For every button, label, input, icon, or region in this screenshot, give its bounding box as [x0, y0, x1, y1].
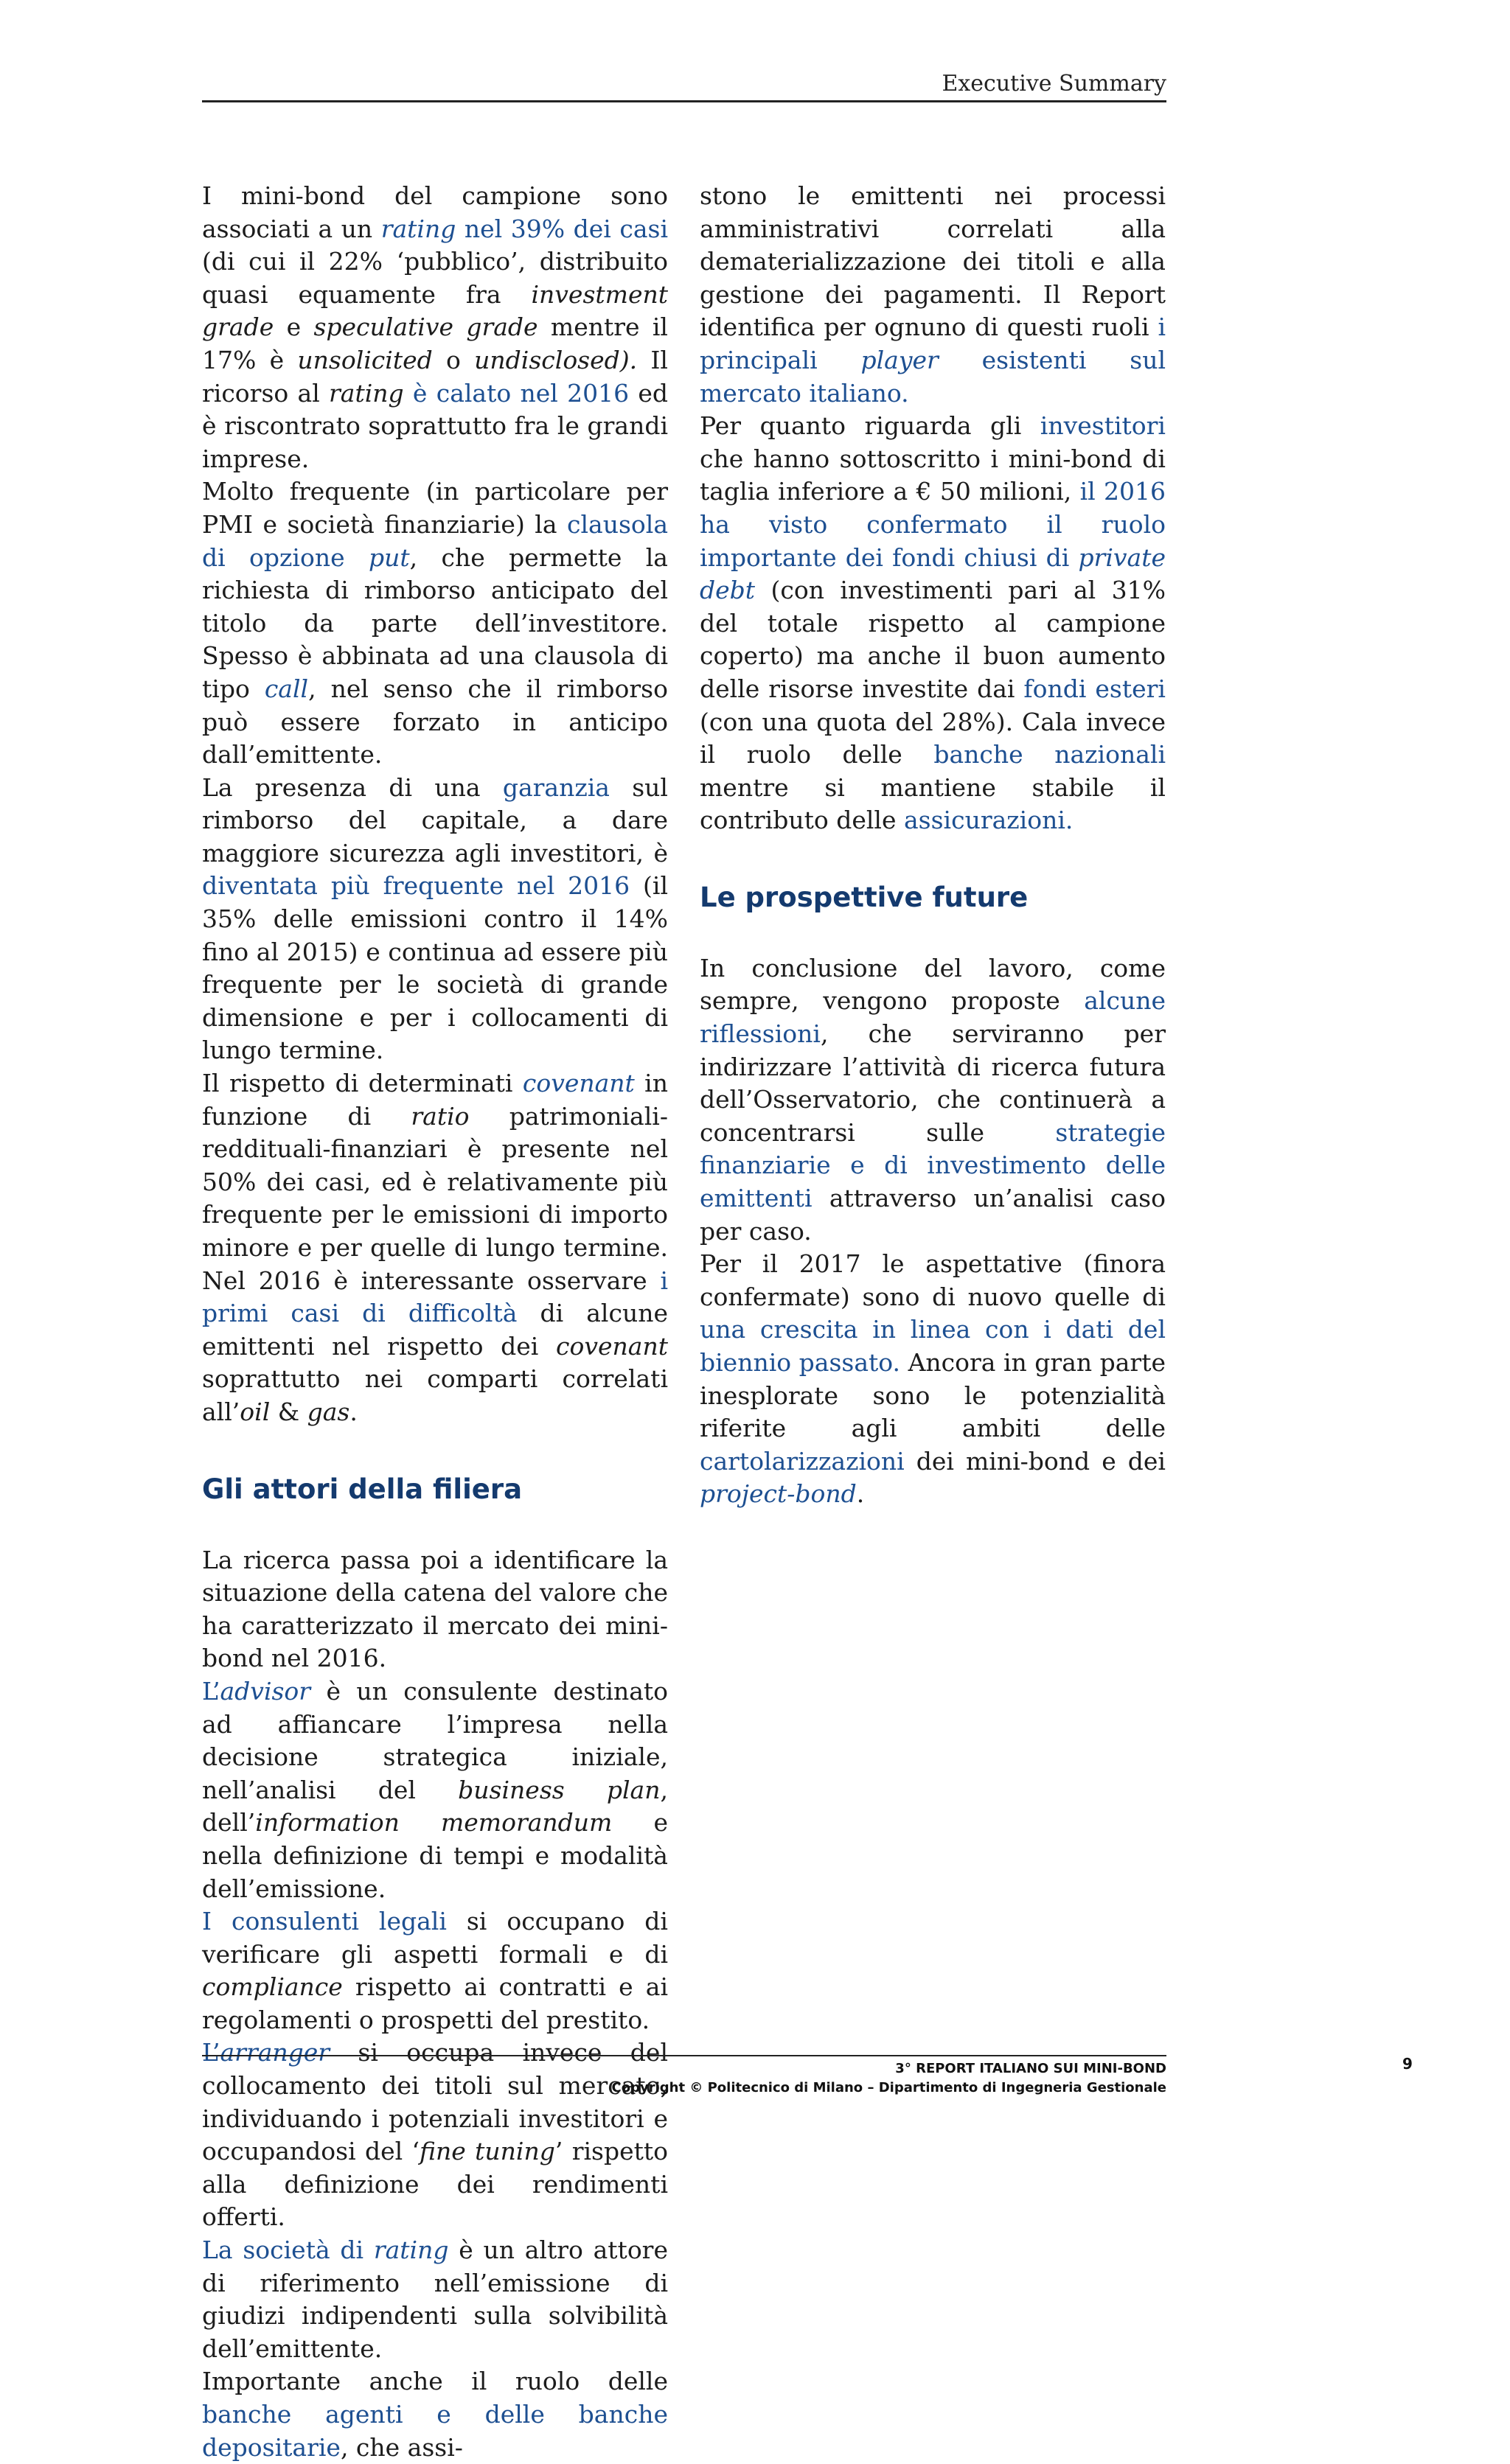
paragraph-value-chain: La ricerca passa poi a identificare la situazione della catena del valore che ha caratterizzato il mercato dei mini-bond nel 2016.: [202, 1545, 668, 1673]
left-column: [202, 180, 668, 2464]
paragraph-arranger: L’arranger si occupa invece del collocamento dei titoli sul mercato, individuando i potenziali investitori e occupandosi del ‘fine tuning’ rispetto alla definizione dei rendimenti offerti.: [202, 2038, 669, 2232]
paragraph-rating-agency: La società di rating è un altro attore di riferimento nell’emissione di giudizi indipendenti sulla solvibilità dell’emittente.: [202, 2236, 668, 2363]
paragraph-covenant: Il rispetto di determinati covenant in funzione di ratio patrimoniali-reddituali-finanziari è presente nel 50% dei casi, ed è relativamente più frequente per le emissioni di importo minore e per quelle di lungo termine. Nel 2016 è interessante osservare i primi casi di difficoltà di alcune emittenti nel rispetto dei covenant soprattutto nei comparti correlati all’oil & gas.: [202, 1069, 668, 1426]
footer-rule: [202, 2055, 1166, 2056]
paragraph-banks-continued: stono le emittenti nei processi amministrativi correlati alla dematerializzazione dei titoli e alla gestione dei pagamenti. Il Report identifica per ognuno di questi ruoli i principali player esistenti sul mercato italiano.: [700, 181, 1166, 408]
paragraph-rating: I mini-bond del campione sono associati a un rating nel 39% dei casi (di cui il 22% ‘pubblico’, distribuito quasi equamente fra investment grade e speculative grade mentre il 17% è unsolicited o undisclosed). Il ricorso al rating è calato nel 2016 ed è riscontrato soprattutto fra le grandi imprese.: [202, 181, 668, 473]
section-title: Executive Summary: [942, 71, 1166, 97]
page-header: [202, 68, 1166, 102]
paragraph-advisor: L’advisor è un consulente destinato ad affiancare l’impresa nella decisione strategica iniziale, nell’analisi del business plan, dell’information memorandum e nella definizione di tempi e modalità dell’emissione.: [202, 1676, 668, 1903]
paragraph-expectations: Per il 2017 le aspettative (finora confermate) sono di nuovo quelle di una crescita in linea con i dati del biennio passato. Ancora in gran parte inesplorate sono le potenzialità riferite agli ambiti delle cartolarizzazioni dei mini-bond e dei project-bond.: [700, 1249, 1166, 1509]
page-number: 9: [1402, 2055, 1413, 2073]
right-column: [700, 180, 1166, 1511]
paragraph-legal: I consulenti legali si occupano di verificare gli aspetti formali e di compliance rispetto ai contratti e ai regolamenti o prospetti del prestito.: [202, 1907, 668, 2034]
heading-future: Le prospettive future: [700, 881, 1029, 913]
paragraph-guarantee: La presenza di una garanzia sul rimborso del capitale, a dare maggiore sicurezza agli investitori, è diventata più frequente nel 2016 (il 35% delle emissioni contro il 14% fino al 2015) e continua ad essere più frequente per le società di grande dimensione e per i collocamenti di lungo termine.: [202, 772, 669, 1065]
footer-report-title: 3° REPORT ITALIANO SUI MINI-BOND: [895, 2061, 1166, 2076]
footer-copyright: Copyright © Politecnico di Milano – Dipartimento di Ingegneria Gestionale: [611, 2080, 1166, 2095]
paragraph-banks: Importante anche il ruolo delle banche agenti e delle banche depositarie, che assi-: [202, 2367, 668, 2462]
paragraph-put-option: Molto frequente (in particolare per PMI e società finanziarie) la clausola di opzione put, che permette la richiesta di rimborso anticipato del titolo da parte dell’investitore. Spesso è abbinata ad una clausola di tipo call, nel senso che il rimborso può essere forzato in anticipo dall’emittente.: [202, 477, 668, 769]
paragraph-investors: Per quanto riguarda gli investitori che hanno sottoscritto i mini-bond di taglia inferiore a € 50 milioni, il 2016 ha visto confermato il ruolo importante dei fondi chiusi di private debt (con investimenti pari al 31% del totale rispetto al campione coperto) ma anche il buon aumento delle risorse investite dai fondi esteri (con una quota del 28%). Cala invece il ruolo delle banche nazionali mentre si mantiene stabile il contributo delle assicurazioni.: [700, 411, 1166, 835]
paragraph-conclusions: In conclusione del lavoro, come sempre, vengono proposte alcune riflessioni, che serviranno per indirizzare l’attività di ricerca futura dell’Osservatorio, che continuerà a concentrarsi sulle strategie finanziarie e di investimento delle emittenti attraverso un’analisi caso per caso.: [700, 953, 1166, 1246]
heading-actors: Gli attori della filiera: [202, 1473, 523, 1505]
